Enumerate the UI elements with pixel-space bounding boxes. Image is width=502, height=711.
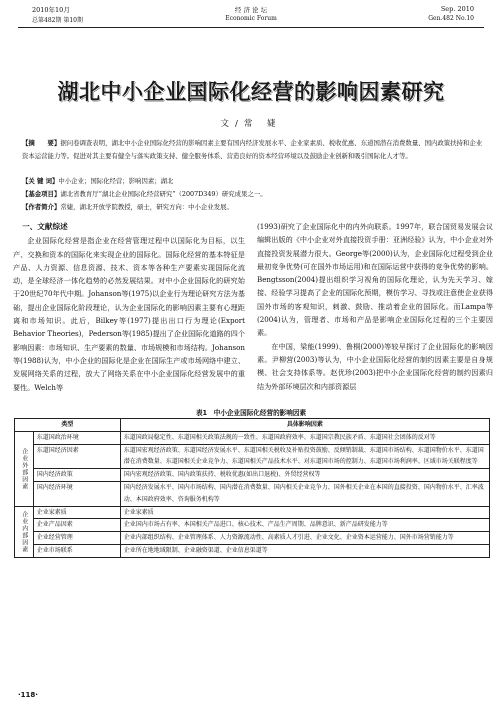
abstract-text: 据问卷调查表明，湖北中小企业国际化经营的影响因素主要有国内经济发展水平、企业家素质、税收优惠、东道国潜在消费数量、国内政策扶持和企业资本运营能力等。促进对其主要有健全与落实政策支持、健全服务体系、营造良好的资本经营环境以及鼓励企业创新和吸引国际化人才等。: [22, 139, 483, 160]
table-cell-category: 企业市场联系: [33, 544, 120, 557]
section-heading: 一、文献综述: [22, 222, 68, 231]
table-caption: 表1 中小企业国际化经营的影响因素: [195, 409, 307, 417]
table-cell-factors: 东道国宏观经济政策、东道国经济发展水平、东道国相关税收及补贴投资鼓励、反倾销制裁、东道国市场结构、东道国物价水平、东道国潜在消费数量、东道国相关企业竞争力、东道国相关产品技术水平、对东道国市场的控制力、东道国市场利润率、区域市场关联程度等: [120, 444, 489, 469]
keywords-tag: 【关 键 词】: [22, 177, 59, 185]
header-date-en: Sep. 2010: [440, 5, 474, 13]
table-row: [15, 544, 490, 557]
table-cell-category: 国内经济环境: [33, 481, 120, 506]
page-number: ·118·: [18, 691, 38, 699]
body-paragraph: 企业国际化经营是指企业在经营管理过程中以国际化为目标，以生产、交换和资本的国际化来实现企业的国际化。国际化经营的基本特征是产品、人力资源、信息资源、技术、资本等各种生产要素实现国际化流动，是全球经济一体化趋势的必然发展结果。对中小企业国际化的研究始于20世纪70年代中期。Johanson等(1975)以企业行为理论研究方法为基础，提出企业国际化阶段理论，认为企业国际化的影响因素主要有心理距离和市场知识。此后，Bilkey等(1977)提出出口行为理论(Export Behavior Theories)，Pederson等(1985)提出了企业国际化道路的四个影响因素：市场知识、生产要素的数量、市场规模和市场结构。Johanson等(1988)认为，中小企业的国际化是企业在国际生产或市场网络中建立、发展网络关系的过程，放大了网络关系在中小企业国际化经营发展中的重要性。Welch等: [13, 236, 245, 392]
table-row: [15, 431, 490, 444]
table-cell-category: 东道国政治环境: [33, 431, 120, 444]
table-cell-category: 东道国经济因素: [33, 444, 120, 469]
table-cell-factors: 企业所在地地域限制、企业融资渠道、企业信息渠道等: [120, 544, 489, 557]
table-cell-category: 企业产品因素: [33, 519, 120, 532]
header-issue-cn: 总第482期 第10期: [32, 17, 83, 24]
factors-table: [14, 418, 490, 558]
table-header-row: [15, 419, 490, 432]
bio-text: 常婕，湖北开放学院教授，硕士，研究方向：中小企业发展。: [60, 203, 233, 211]
header-journal-en: Economic Forum: [225, 15, 277, 22]
header-rule: [18, 27, 484, 28]
table-header-factor: 具体影响因素: [120, 419, 489, 432]
table-row: [15, 469, 490, 482]
bio-tag: 【作者简介】: [22, 203, 61, 211]
table-cell-factors: 国内宏观经济政策、国内政策扶持、税收优惠(如出口退税)、外贸经营权等: [120, 469, 489, 482]
table-cell-factors: 东道国政局稳定性、东道国相关政策法规的一致性、东道国政府效率、东道国宗教民族矛盾、东道国社会团体的反对等: [120, 431, 489, 444]
body-paragraph: (1993)研究了企业国际化中的内外向联系。1997年，联合国贸易发展会议编辑出版的《中小企业对外直接投资手册：亚洲经验》认为，中小企业对外直接投资发展潜力很大。George等(2000)认为，企业国际化过程受到企业最初竞争优势(可在国外市场运用)和在国际运营中获得的竞争优势的影响。Bengtsson(2004)提出组织学习视角的国际化理论，认为先天学习、嫁接、经验学习提高了企业的国际化预期，模仿学习、寻找或注意使企业获得国外市场的客观知识，刺激、鼓励、推动着企业的国际化。而Lampa等(2004)认为，管理者、市场和产品是影响企业国际化过程的三个主要因素。: [257, 222, 493, 338]
table-cell-category: 国内经济政策: [33, 469, 120, 482]
table-cell-factors: 企业内部组织结构、企业管理体系、人力资源流动性、高素质人才引进、企业文化、企业资本运营能力、国外市场营销能力等: [120, 532, 489, 545]
fund-text: 湖北省教育厅“湖北企业国际化经营研究”（2007D349）研究成果之一。: [60, 190, 267, 198]
table-row: [15, 444, 490, 469]
table-cell-factors: 企业家素质: [120, 506, 489, 519]
author-line: 文/常 婕: [220, 119, 282, 129]
table-row: [15, 481, 490, 506]
header-date: 2010年10月: [32, 6, 70, 14]
abstract-tag: 【摘 要】: [22, 139, 61, 147]
header-journal-cn: 经 济 论 坛: [234, 6, 268, 14]
running-header: [8, 0, 494, 30]
table-row: [15, 506, 490, 519]
fund-project: [22, 188, 484, 201]
table-cell-factors: 国内经济发展水平、国内市场结构、国内潜在消费数量、国内相关企业竞争力、国外相关企业在本国的直接投资、国内物价水平、汇率波动、本国政府效率、咨询服务机构等: [120, 481, 489, 506]
article-title: 湖北中小企业国际化经营的影响因素研究: [57, 80, 445, 104]
table-cell-category: 企业经营管理: [33, 532, 120, 545]
internal-group-label: 企业内部因素: [15, 506, 34, 557]
keywords: [22, 175, 484, 188]
keywords-text: 中小企业；国际化经营；影响因素；湖北: [58, 177, 174, 185]
abstract: [22, 137, 484, 162]
left-column: [13, 220, 245, 394]
author-bio: [22, 201, 484, 214]
table-row: [15, 532, 490, 545]
body-paragraph: 在中国，梁能(1999)、鲁桐(2000)等较早探讨了企业国际化的影响因素。尹柳营(2003)等认为，中小企业国际化经营的制约因素主要是自身规模、社会支持体系等。赵优珍(2003)把中小企业国际化经营的制约因素归结为外部环境层次和内部资源层: [257, 341, 493, 391]
table-cell-category: 企业家素质: [33, 506, 120, 519]
table-header-type: 类型: [15, 419, 121, 432]
table-cell-factors: 企业国内市场占有率、本国相关产品进口、核心技术、产品生产周期、品牌意识、新产品研发能力等: [120, 519, 489, 532]
header-issue-en: Gen.482 No.10: [428, 15, 474, 22]
fund-tag: 【基金项目】: [22, 190, 61, 198]
external-group-label: 企业外部因素: [15, 431, 34, 506]
right-column: [257, 220, 493, 393]
table-row: [15, 519, 490, 532]
